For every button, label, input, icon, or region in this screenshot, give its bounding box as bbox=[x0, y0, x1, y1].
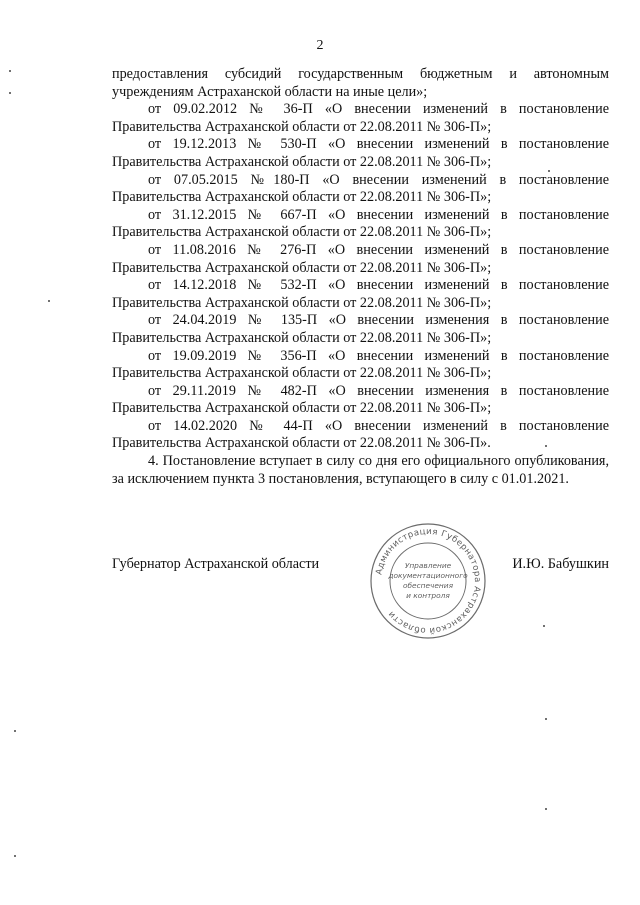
document-body bbox=[112, 66, 609, 488]
amendment-line-1: от 11.08.2016 № 276-П «О внесении изменений в постановление bbox=[148, 241, 609, 258]
signatory-title: Губернатор Астраханской области bbox=[112, 556, 320, 572]
amendment-line-2: Правительства Астраханской области от 22.08.2011 № 306-П»; bbox=[112, 118, 492, 135]
scan-speck bbox=[14, 855, 16, 857]
amendment-line-1: от 09.02.2012 № 36-П «О внесении изменений в постановление bbox=[148, 101, 609, 118]
intro-line-2: учреждениям Астраханской области на иные цели»; bbox=[112, 83, 428, 100]
svg-text:обеспечения: обеспечения bbox=[402, 581, 454, 590]
intro-line-1: предоставления субсидий государственным бюджетным и автономным bbox=[112, 66, 609, 82]
amendment-line-2: Правительства Астраханской области от 22.08.2011 № 306-П»; bbox=[112, 153, 492, 170]
amendment-line-1: от 31.12.2015 № 667-П «О внесении изменений в постановление bbox=[148, 206, 609, 223]
amendment-line-2: Правительства Астраханской области от 22.08.2011 № 306-П»; bbox=[112, 365, 492, 382]
stamp-seal-icon bbox=[368, 521, 488, 641]
amendment-item bbox=[112, 242, 609, 277]
svg-text:Администрация Губернатора Астр: Администрация Губернатора Астраханской области bbox=[374, 526, 483, 636]
official-stamp bbox=[368, 521, 488, 641]
clause-4-paragraph: 4. Постановление вступает в силу со дня его официального опубликования, за исключением пункта 3 постановления, вступающего в силу с 01.01.2021. bbox=[112, 453, 609, 487]
scan-speck bbox=[545, 445, 547, 447]
scan-speck bbox=[545, 808, 547, 810]
scan-speck bbox=[48, 300, 50, 302]
amendment-line-2: Правительства Астраханской области от 22.08.2011 № 306-П»; bbox=[112, 259, 492, 276]
amendment-line-2: Правительства Астраханской области от 22.08.2011 № 306-П»; bbox=[112, 329, 492, 346]
page-number: 2 bbox=[316, 38, 324, 53]
amendment-item bbox=[112, 136, 609, 171]
amendment-item bbox=[112, 418, 609, 453]
amendment-item bbox=[112, 348, 609, 383]
amendment-line-2: Правительства Астраханской области от 22.08.2011 № 306-П»; bbox=[112, 400, 492, 417]
svg-text:и контроля: и контроля bbox=[406, 591, 450, 600]
svg-text:Управление: Управление bbox=[404, 561, 452, 570]
amendment-line-1: от 14.02.2020 № 44-П «О внесении изменений в постановление bbox=[148, 417, 609, 434]
amendment-item bbox=[112, 312, 609, 347]
amendment-item bbox=[112, 207, 609, 242]
signatory-name: И.Ю. Бабушкин bbox=[512, 556, 609, 572]
amendment-line-2: Правительства Астраханской области от 22.08.2011 № 306-П»; bbox=[112, 224, 492, 241]
scan-speck bbox=[545, 718, 547, 720]
scan-speck bbox=[9, 92, 11, 94]
scan-speck bbox=[548, 170, 550, 172]
amendment-item bbox=[112, 101, 609, 136]
amendment-line-1: от 19.12.2013 № 530-П «О внесении изменений в постановление bbox=[148, 136, 609, 153]
amendment-line-2: Правительства Астраханской области от 22.08.2011 № 306-П». bbox=[112, 435, 491, 452]
amendment-item bbox=[112, 383, 609, 418]
scan-speck bbox=[543, 625, 545, 627]
amendment-line-1: от 24.04.2019 № 135-П «О внесении изменения в постановление bbox=[148, 312, 609, 329]
amendment-line-1: от 07.05.2015 №180-П «О внесении изменений в постановление bbox=[148, 171, 609, 188]
scan-speck bbox=[9, 70, 11, 72]
amendment-line-1: от 14.12.2018 № 532-П «О внесении изменений в постановление bbox=[148, 277, 609, 294]
amendment-line-1: от 29.11.2019 № 482-П «О внесении изменения в постановление bbox=[148, 382, 609, 399]
intro-paragraph bbox=[112, 66, 609, 101]
amendment-line-1: от 19.09.2019 № 356-П «О внесении изменений в постановление bbox=[148, 347, 609, 364]
scan-speck bbox=[14, 730, 16, 732]
svg-text:документационного: документационного bbox=[388, 571, 468, 580]
amendment-item bbox=[112, 172, 609, 207]
amendment-line-2: Правительства Астраханской области от 22.08.2011 № 306-П»; bbox=[112, 189, 492, 206]
amendment-line-2: Правительства Астраханской области от 22.08.2011 № 306-П»; bbox=[112, 294, 492, 311]
amendment-item bbox=[112, 277, 609, 312]
